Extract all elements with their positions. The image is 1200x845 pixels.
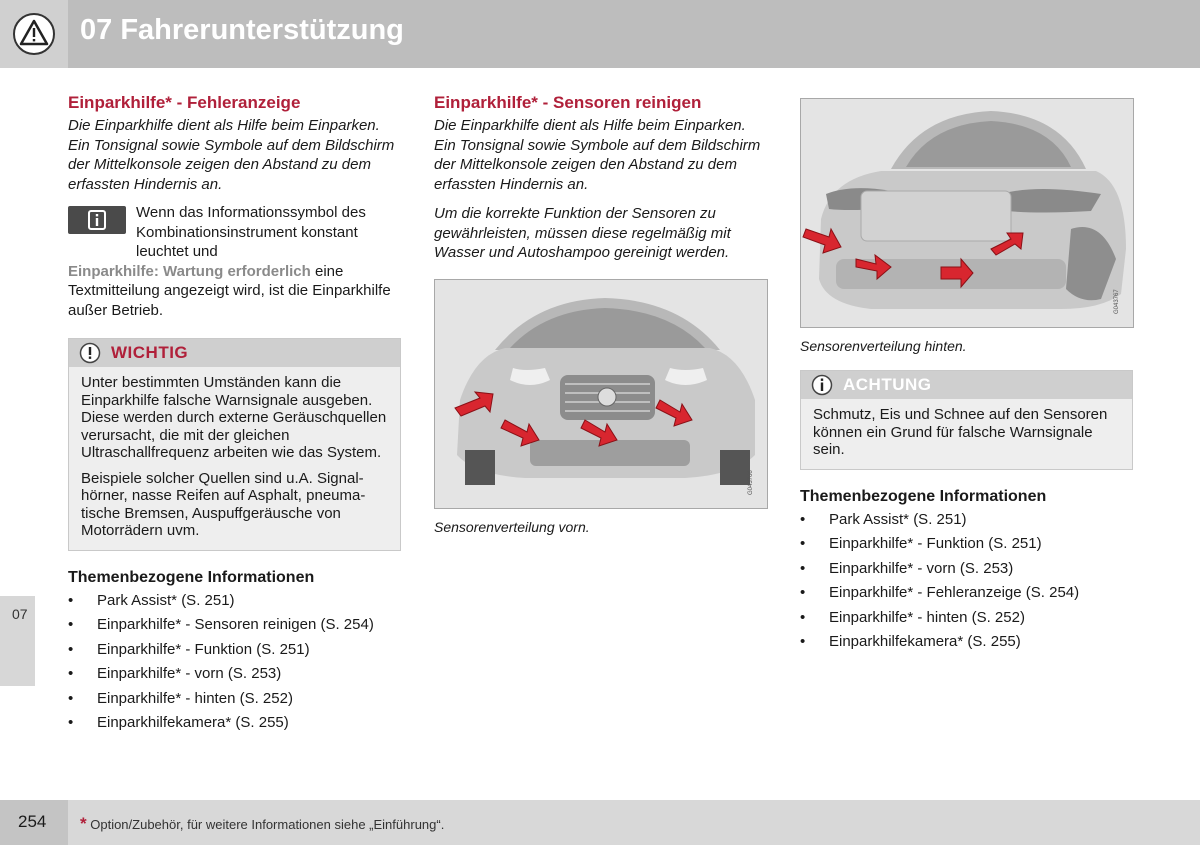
related-link[interactable]: • Park Assist* (S. 251): [800, 508, 1133, 533]
figure-caption-rear: Sensorenverteilung hinten.: [800, 338, 967, 354]
wichtig-title: WICHTIG: [111, 343, 189, 362]
related-link[interactable]: • Einparkhilfe* - Funktion (S. 251): [800, 532, 1133, 557]
chapter-title: 07 Fahrerunterstützung: [80, 14, 404, 46]
info-text: [136, 203, 401, 262]
info-notice: [68, 206, 401, 262]
intro-paragraph: Die Einparkhilfe dient als Hilfe beim Einparken. Ein Tonsignal sowie Symbole auf dem Bildschirm der Mittelkonsole zeigen den Abstand zu dem erfassten Hindernis an.: [434, 117, 761, 193]
info-text-part2: eine Textmitteilung angezeigt wird, ist die Einparkhilfe außer Betrieb.: [68, 262, 391, 319]
footnote-text: Option/Zubehör, für weitere Informationen siehe „Einführung“.: [86, 817, 445, 832]
cleaning-paragraph: Um die korrekte Funktion der Sensoren zu gewährleisten, müssen diese regelmäßig mit Wasser und Autoshampoo gereinigt werden.: [434, 205, 731, 261]
car-front-illustration: [435, 280, 767, 508]
warning-triangle-icon: [0, 0, 68, 68]
intro-paragraph: Die Einparkhilfe dient als Hilfe beim Einparken. Ein Tonsignal sowie Symbole auf dem Bildschirm der Mittelkonsole zeigen den Abstand zu dem erfassten Hindernis an.: [68, 117, 395, 193]
exclamation-circle-icon: [79, 342, 101, 364]
chapter-side-tab: [0, 596, 35, 686]
header-icon-box: [0, 0, 68, 68]
car-rear-illustration: [801, 99, 1133, 327]
figure-code: G043767: [1114, 289, 1120, 314]
wichtig-paragraph-2: Beispiele solcher Quellen sind u.A. Signalhörner, nasse Reifen auf Asphalt, pneumatische Bremsen, Auspuffgeräusche von Motorrädern uvm.: [81, 469, 366, 539]
section-heading-sensoren-reinigen: Einparkhilfe* - Sensoren reinigen: [434, 93, 702, 112]
info-circle-icon: [811, 374, 833, 396]
related-link[interactable]: • Einparkhilfe* - Fehleranzeige (S. 254): [800, 581, 1133, 606]
footnote-star: *: [80, 814, 87, 833]
related-heading: Themenbezogene Informationen: [800, 487, 1047, 505]
achtung-box: [800, 370, 1133, 470]
related-link[interactable]: • Einparkhilfe* - vorn (S. 253): [68, 662, 401, 687]
wichtig-box-body: [69, 367, 400, 550]
front-sensor-figure: [434, 279, 768, 509]
wichtig-paragraph-1: Unter bestimmten Umständen kann die Einparkhilfe falsche Warnsignale ausgeben. Diese werden durch externe Geräuschquellen verursacht, die mit der gleichen Ultraschallfrequenz arbeiten wie das System.: [81, 374, 387, 461]
chapter-header: [0, 0, 1200, 68]
related-info-left: [68, 569, 401, 736]
info-text-continued: [68, 262, 401, 321]
related-heading: Themenbezogene Informationen: [68, 568, 315, 586]
wichtig-box: [68, 338, 401, 551]
rear-sensor-figure: [800, 98, 1134, 328]
achtung-box-header: [801, 371, 1132, 399]
wichtig-box-header: [69, 339, 400, 367]
section-heading-fehleranzeige: Einparkhilfe* - Fehleranzeige: [68, 93, 301, 112]
middle-column: [434, 93, 769, 535]
page-footer: [0, 800, 1200, 845]
related-list: [68, 589, 401, 736]
page-number-box: [0, 800, 68, 845]
chapter-side-tab-label: 07: [12, 606, 28, 622]
related-info-right: [800, 488, 1133, 655]
related-list: [800, 508, 1133, 655]
related-link[interactable]: • Einparkhilfe* - vorn (S. 253): [800, 557, 1133, 582]
related-link[interactable]: • Einparkhilfe* - Sensoren reinigen (S. 254): [68, 613, 401, 638]
related-link[interactable]: • Einparkhilfekamera* (S. 255): [68, 711, 401, 736]
info-text-part1: Wenn das Informationssymbol des Kombinationsinstrument konstant leuchtet und: [136, 204, 366, 260]
achtung-title: ACHTUNG: [843, 375, 932, 394]
achtung-body: Schmutz, Eis und Schnee auf den Sensoren können ein Grund für falsche Warnsignale sein.: [813, 406, 1108, 458]
right-column: [800, 98, 1133, 655]
figure-caption-front: Sensorenverteilung vorn.: [434, 518, 590, 535]
related-link[interactable]: • Einparkhilfe* - Funktion (S. 251): [68, 638, 401, 663]
achtung-box-body: [801, 399, 1132, 469]
info-book-icon: [68, 206, 126, 234]
info-highlight-message: Einparkhilfe: Wartung erforderlich: [68, 262, 311, 280]
footnote: [80, 814, 444, 834]
related-link[interactable]: • Park Assist* (S. 251): [68, 589, 401, 614]
left-column: [68, 93, 401, 736]
related-link[interactable]: • Einparkhilfe* - hinten (S. 252): [68, 687, 401, 712]
page-number: 254: [18, 812, 47, 831]
related-link[interactable]: • Einparkhilfe* - hinten (S. 252): [800, 606, 1133, 631]
figure-code: G043766: [748, 469, 754, 495]
related-link[interactable]: • Einparkhilfekamera* (S. 255): [800, 630, 1133, 655]
